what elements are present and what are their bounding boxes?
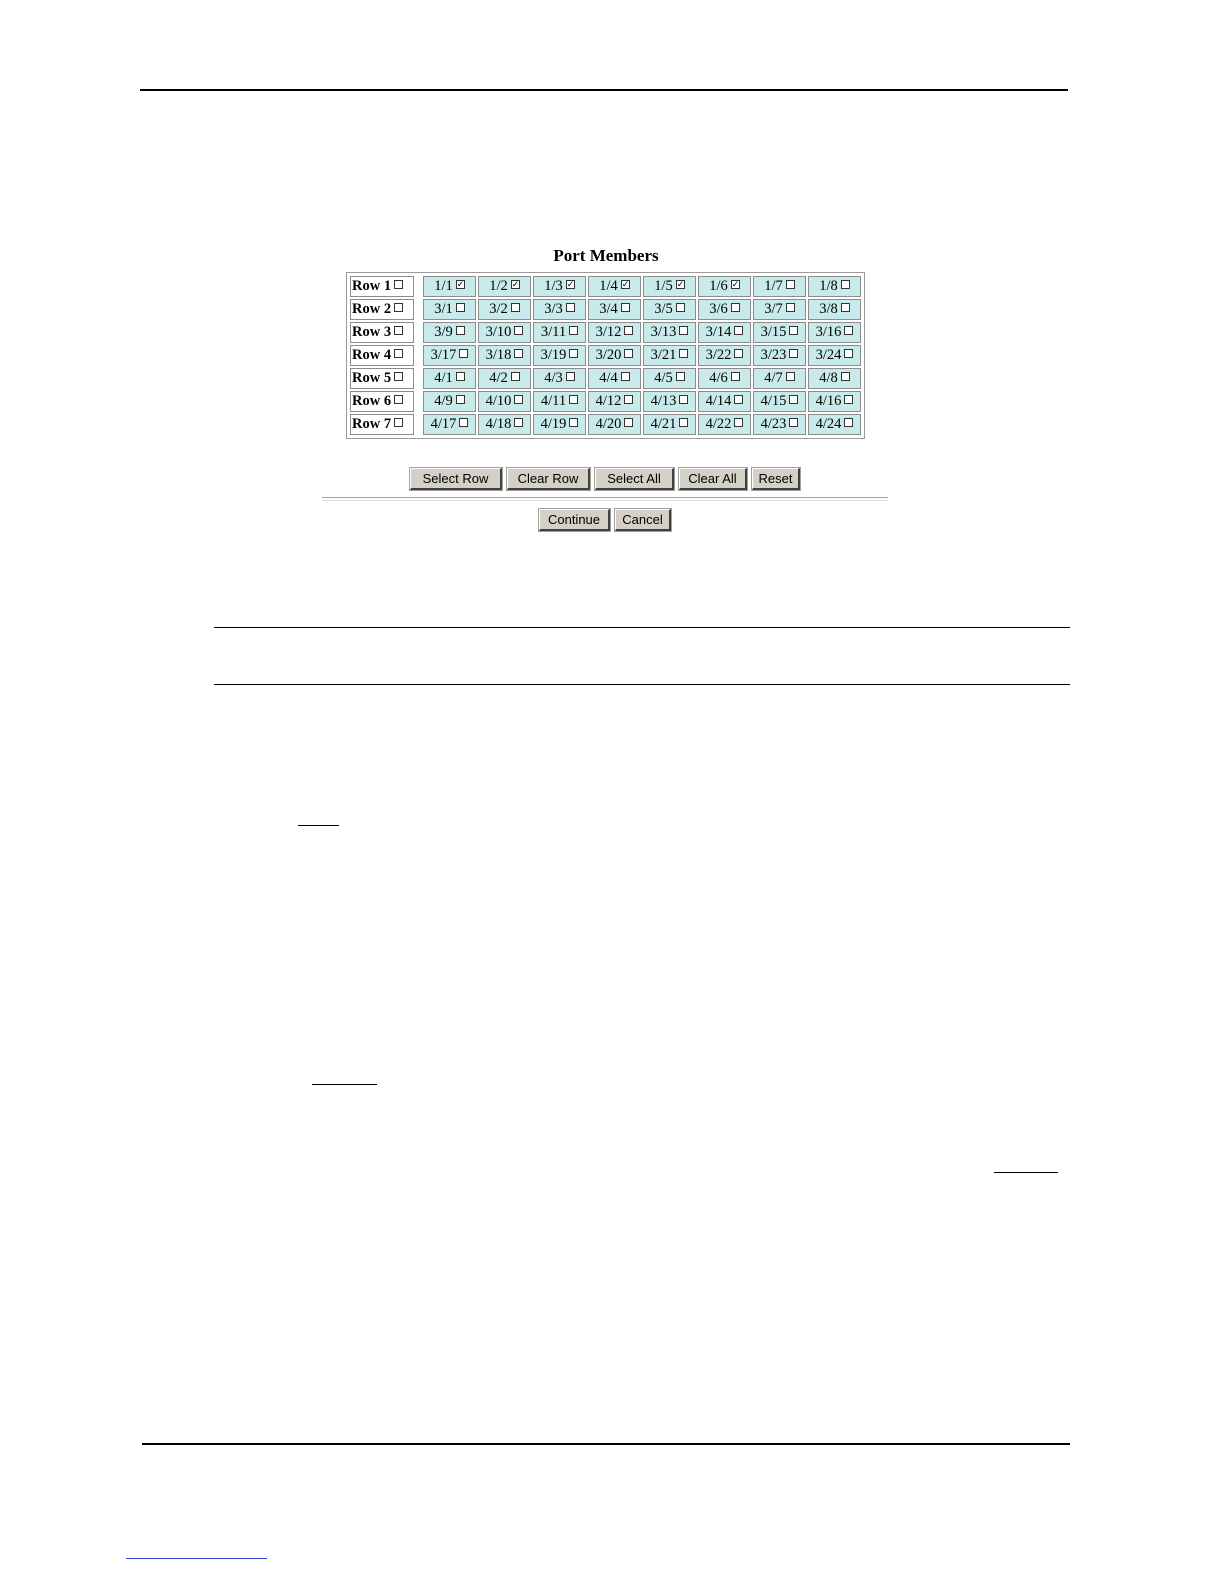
port-cell (643, 368, 696, 389)
port-checkbox[interactable] (786, 280, 795, 289)
port-cell (423, 299, 476, 320)
port-cell (753, 299, 806, 320)
port-cell (753, 276, 806, 297)
port-label: 1/4 (599, 278, 618, 294)
port-checkbox[interactable] (786, 303, 795, 312)
port-label: 4/19 (540, 416, 567, 432)
port-checkbox[interactable] (731, 372, 740, 381)
port-cell (808, 322, 861, 343)
port-checkbox[interactable] (624, 395, 633, 404)
port-cell (478, 345, 531, 366)
port-checkbox[interactable] (789, 326, 798, 335)
port-label: 4/2 (489, 370, 508, 386)
port-cell (588, 414, 641, 435)
port-cell (808, 368, 861, 389)
port-label: 4/11 (540, 393, 567, 409)
port-cell (533, 299, 586, 320)
port-checkbox[interactable] (514, 349, 523, 358)
port-cell (423, 345, 476, 366)
port-checkbox[interactable] (731, 280, 740, 289)
port-label: 4/3 (544, 370, 563, 386)
row-spacer (416, 276, 421, 297)
port-cell (808, 414, 861, 435)
port-checkbox[interactable] (566, 372, 575, 381)
port-label: 4/4 (599, 370, 618, 386)
port-label: 3/19 (540, 347, 567, 363)
port-label: 4/13 (650, 393, 677, 409)
port-cell (533, 276, 586, 297)
row-select-cell (350, 276, 414, 297)
port-cell (423, 322, 476, 343)
port-cell (478, 414, 531, 435)
row-select-cell (350, 322, 414, 343)
row-checkbox[interactable] (394, 418, 403, 427)
row-checkbox[interactable] (394, 326, 403, 335)
port-cell (478, 299, 531, 320)
port-label: 4/22 (705, 416, 732, 432)
port-members-table (346, 272, 865, 439)
port-label: 4/18 (485, 416, 512, 432)
row-checkbox[interactable] (394, 395, 403, 404)
port-cell (588, 276, 641, 297)
port-label: 4/10 (485, 393, 512, 409)
port-checkbox[interactable] (456, 372, 465, 381)
underline-fragment (994, 1172, 1058, 1173)
port-label: 3/13 (650, 324, 677, 340)
underline-fragment (312, 1084, 377, 1085)
port-checkbox[interactable] (786, 372, 795, 381)
port-checkbox[interactable] (679, 326, 688, 335)
port-label: 3/1 (434, 301, 453, 317)
port-cell (808, 276, 861, 297)
port-cell (423, 276, 476, 297)
port-label: 4/7 (764, 370, 783, 386)
port-cell (643, 391, 696, 412)
port-row (350, 345, 861, 366)
select-row-button[interactable]: Select Row (410, 468, 502, 490)
port-cell (808, 299, 861, 320)
port-checkbox[interactable] (624, 326, 633, 335)
port-checkbox[interactable] (734, 349, 743, 358)
continue-button[interactable]: Continue (539, 509, 610, 531)
row-spacer (416, 345, 421, 366)
port-checkbox[interactable] (789, 395, 798, 404)
port-label: 3/2 (489, 301, 508, 317)
port-cell (698, 345, 751, 366)
row-select-cell (350, 414, 414, 435)
port-cell (423, 368, 476, 389)
port-label: 3/15 (760, 324, 787, 340)
form-divider (322, 497, 888, 501)
port-cell (753, 414, 806, 435)
port-label: 1/6 (709, 278, 728, 294)
port-cell (698, 322, 751, 343)
port-checkbox[interactable] (734, 395, 743, 404)
port-cell (533, 345, 586, 366)
port-checkbox[interactable] (566, 280, 575, 289)
clear-all-button[interactable]: Clear All (679, 468, 747, 490)
port-grid (348, 274, 863, 437)
port-label: 3/8 (819, 301, 838, 317)
port-label: 3/4 (599, 301, 618, 317)
port-checkbox[interactable] (841, 303, 850, 312)
port-checkbox[interactable] (569, 326, 578, 335)
port-cell (588, 368, 641, 389)
port-cell (753, 345, 806, 366)
port-label: 4/20 (595, 416, 622, 432)
port-checkbox[interactable] (511, 372, 520, 381)
port-cell (753, 368, 806, 389)
port-checkbox[interactable] (566, 303, 575, 312)
port-cell (753, 322, 806, 343)
port-checkbox[interactable] (679, 418, 688, 427)
port-label: 4/15 (760, 393, 787, 409)
port-cell (533, 322, 586, 343)
port-cell (698, 414, 751, 435)
note-rule-top (214, 627, 1070, 628)
port-checkbox[interactable] (621, 280, 630, 289)
port-checkbox[interactable] (511, 280, 520, 289)
port-row (350, 276, 861, 297)
row-spacer (416, 414, 421, 435)
port-row (350, 391, 861, 412)
port-label: 3/3 (544, 301, 563, 317)
port-checkbox[interactable] (841, 280, 850, 289)
port-cell (533, 368, 586, 389)
port-checkbox[interactable] (459, 349, 468, 358)
port-cell (533, 391, 586, 412)
port-checkbox[interactable] (621, 303, 630, 312)
port-cell (698, 276, 751, 297)
port-checkbox[interactable] (514, 395, 523, 404)
row-spacer (416, 322, 421, 343)
port-label: 3/10 (485, 324, 512, 340)
cancel-button[interactable]: Cancel (615, 509, 671, 531)
port-label: 3/9 (434, 324, 453, 340)
port-cell (588, 345, 641, 366)
port-cell (533, 414, 586, 435)
port-checkbox[interactable] (456, 395, 465, 404)
port-cell (478, 391, 531, 412)
port-checkbox[interactable] (789, 349, 798, 358)
row-label: Row 3 (352, 324, 392, 340)
row-select-cell (350, 345, 414, 366)
port-label: 3/5 (654, 301, 673, 317)
port-checkbox[interactable] (734, 418, 743, 427)
port-label: 3/20 (595, 347, 622, 363)
port-checkbox[interactable] (841, 372, 850, 381)
row-label: Row 5 (352, 370, 392, 386)
port-label: 3/18 (485, 347, 512, 363)
port-cell (643, 345, 696, 366)
port-label: 3/21 (650, 347, 677, 363)
port-checkbox[interactable] (734, 326, 743, 335)
port-label: 4/5 (654, 370, 673, 386)
clear-row-button[interactable]: Clear Row (507, 468, 590, 490)
port-cell (643, 299, 696, 320)
port-label: 1/7 (764, 278, 783, 294)
port-cell (478, 368, 531, 389)
port-cell (478, 322, 531, 343)
port-cell (698, 391, 751, 412)
port-checkbox[interactable] (456, 326, 465, 335)
port-cell (698, 299, 751, 320)
port-label: 1/5 (654, 278, 673, 294)
port-label: 4/21 (650, 416, 677, 432)
port-cell (808, 391, 861, 412)
port-cell (478, 276, 531, 297)
port-cell (753, 391, 806, 412)
row-checkbox[interactable] (394, 372, 403, 381)
select-all-button[interactable]: Select All (595, 468, 674, 490)
port-label: 4/24 (815, 416, 842, 432)
header-rule (140, 89, 1068, 91)
port-label: 3/6 (709, 301, 728, 317)
port-checkbox[interactable] (456, 280, 465, 289)
port-checkbox[interactable] (624, 418, 633, 427)
port-label: 3/17 (430, 347, 457, 363)
row-spacer (416, 391, 421, 412)
port-cell (423, 414, 476, 435)
port-label: 3/7 (764, 301, 783, 317)
row-checkbox[interactable] (394, 280, 403, 289)
port-checkbox[interactable] (844, 418, 853, 427)
port-checkbox[interactable] (459, 418, 468, 427)
row-checkbox[interactable] (394, 349, 403, 358)
port-label: 3/23 (760, 347, 787, 363)
port-row (350, 322, 861, 343)
port-checkbox[interactable] (514, 326, 523, 335)
port-checkbox[interactable] (624, 349, 633, 358)
row-spacer (416, 368, 421, 389)
row-label: Row 7 (352, 416, 392, 432)
port-cell (698, 368, 751, 389)
port-label: 3/22 (705, 347, 732, 363)
port-cell (423, 391, 476, 412)
port-label: 3/12 (595, 324, 622, 340)
port-checkbox[interactable] (456, 303, 465, 312)
port-cell (808, 345, 861, 366)
port-label: 1/3 (544, 278, 563, 294)
port-checkbox[interactable] (676, 280, 685, 289)
port-checkbox[interactable] (569, 395, 578, 404)
row-select-cell (350, 368, 414, 389)
port-checkbox[interactable] (569, 418, 578, 427)
port-checkbox[interactable] (789, 418, 798, 427)
port-checkbox[interactable] (844, 326, 853, 335)
port-label: 4/12 (595, 393, 622, 409)
port-cell (588, 299, 641, 320)
port-label: 4/8 (819, 370, 838, 386)
underline-fragment (298, 825, 339, 826)
port-label: 4/1 (434, 370, 453, 386)
panel-title: Port Members (553, 246, 659, 265)
port-checkbox[interactable] (844, 395, 853, 404)
row-label: Row 1 (352, 278, 392, 294)
port-cell (643, 276, 696, 297)
port-label: 4/17 (430, 416, 457, 432)
port-row (350, 414, 861, 435)
port-label: 4/9 (434, 393, 453, 409)
port-label: 1/1 (434, 278, 453, 294)
row-label: Row 4 (352, 347, 392, 363)
row-spacer (416, 299, 421, 320)
port-label: 4/23 (760, 416, 787, 432)
port-checkbox[interactable] (569, 349, 578, 358)
port-label: 4/16 (815, 393, 842, 409)
port-label: 4/6 (709, 370, 728, 386)
port-checkbox[interactable] (511, 303, 520, 312)
port-row (350, 299, 861, 320)
port-cell (588, 391, 641, 412)
port-checkbox[interactable] (676, 372, 685, 381)
row-label: Row 2 (352, 301, 392, 317)
port-label: 1/8 (819, 278, 838, 294)
port-checkbox[interactable] (514, 418, 523, 427)
footer-link-underline (126, 1558, 267, 1559)
port-label: 3/11 (540, 324, 567, 340)
port-checkbox[interactable] (679, 395, 688, 404)
row-checkbox[interactable] (394, 303, 403, 312)
note-rule-bottom (214, 684, 1070, 685)
port-cell (643, 414, 696, 435)
port-cell (588, 322, 641, 343)
port-label: 3/16 (815, 324, 842, 340)
footer-rule (142, 1443, 1070, 1445)
port-cell (643, 322, 696, 343)
port-checkbox[interactable] (731, 303, 740, 312)
port-label: 1/2 (489, 278, 508, 294)
row-select-cell (350, 391, 414, 412)
port-checkbox[interactable] (679, 349, 688, 358)
port-checkbox[interactable] (676, 303, 685, 312)
port-label: 4/14 (705, 393, 732, 409)
port-label: 3/14 (705, 324, 732, 340)
row-select-cell (350, 299, 414, 320)
port-checkbox[interactable] (621, 372, 630, 381)
reset-button[interactable]: Reset (752, 468, 800, 490)
row-label: Row 6 (352, 393, 392, 409)
port-label: 3/24 (815, 347, 842, 363)
port-row (350, 368, 861, 389)
port-checkbox[interactable] (844, 349, 853, 358)
